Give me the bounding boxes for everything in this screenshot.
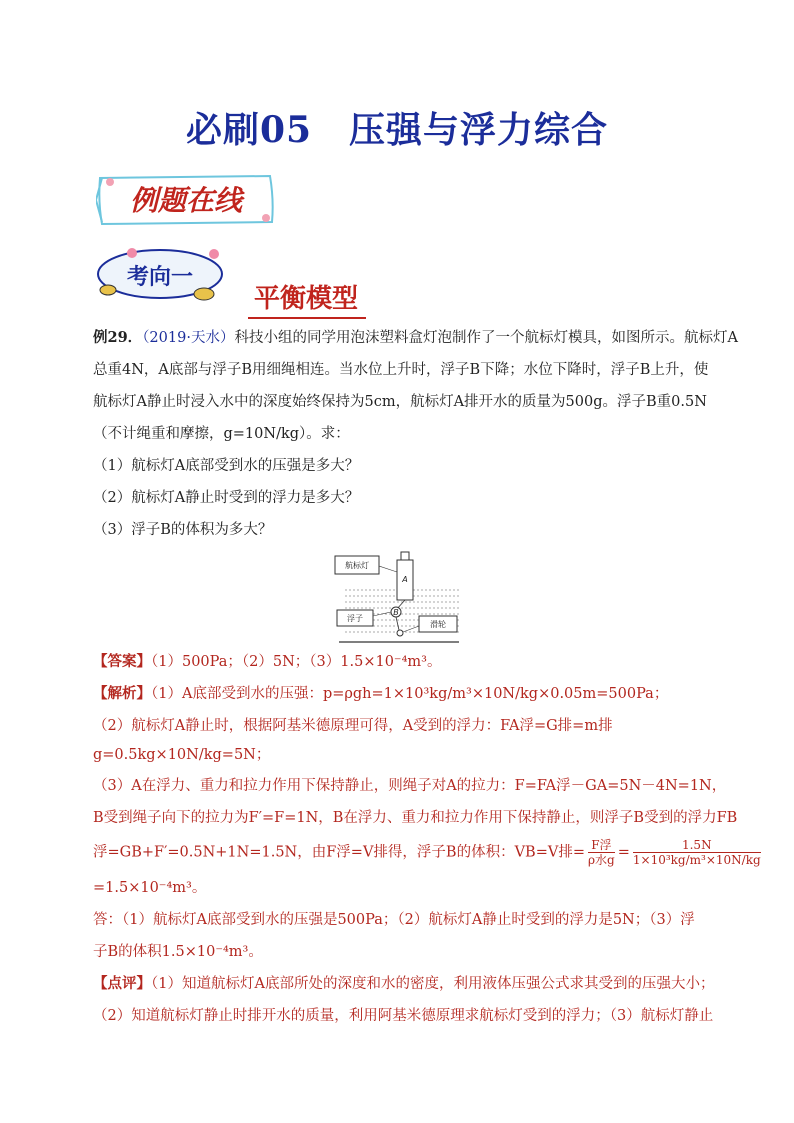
question-part-3: （3）浮子B的体积为多大？ [93, 522, 273, 538]
question-source: （2019·天水） [142, 330, 235, 346]
analysis-line-7: =1.5×10⁻⁴m³。 [93, 880, 207, 896]
analysis-line-3: g=0.5kg×10N/kg=5N； [93, 747, 271, 763]
question-part-1: （1）航标灯A底部受到水的压强是多大？ [93, 458, 360, 474]
svg-text:浮子: 浮子 [347, 614, 363, 623]
analysis-line-1: 【解析】（1）A底部受到水的压强：p=ρgh=1×10³kg/m³×10N/kg×0.05m=500Pa； [93, 685, 669, 702]
analysis-line-5: B受到绳子向下的拉力为F′=F=1N，B在浮力、重力和拉力作用下保持静止，则浮子B受到的浮力FB [93, 810, 738, 826]
svg-text:航标灯: 航标灯 [345, 561, 369, 570]
analysis-line-6: 浮=GB+F′=0.5N+1N=1.5N，由F浮=V排得，浮子B的体积：VB=V排= $\frac{\text{F浮}}{\text{ρ水g}}$ = $\frac{1.5N}{\text{1×10³kg/m³×10N/kg}}$ [93, 838, 761, 867]
banner-example-online [96, 172, 276, 228]
question-number: 例29． [93, 329, 143, 346]
pulley [397, 630, 403, 636]
final-answer-line-1: 答：（1）航标灯A底部受到水的压强是500Pa；（2）航标灯A静止时受到的浮力是5N；（3）浮 [93, 912, 695, 928]
final-answer-line-2: 子B的体积1.5×10⁻⁴m³。 [93, 944, 263, 960]
analysis-line-4: （3）A在浮力、重力和拉力作用下保持静止，则绳子对A的拉力：F=FA浮－GA=5N－4N=1N， [93, 778, 727, 794]
comment-line-1: 【点评】（1）知道航标灯A底部所处的深度和水的密度，利用液体压强公式求其受到的压强大小； [93, 975, 715, 992]
answer-line [93, 652, 713, 672]
page-title: 必刷05 压强与浮力综合 [185, 109, 609, 151]
question-line-1 [93, 328, 738, 348]
question-line-3: 航标灯A静止时浸入水中的深度始终保持为5cm，航标灯A排开水的质量为500g。浮子B重0.5N [93, 394, 707, 410]
answer-text: （1）500Pa；（2）5N；（3）1.5×10⁻⁴m³。 [151, 654, 442, 670]
kaoxiang-badge [92, 244, 228, 306]
comment-line-2: （2）知道航标灯静止时排开水的质量，利用阿基米德原理求航标灯受到的浮力；（3）航标灯静止 [93, 1008, 714, 1024]
question-part-2: （2）航标灯A静止时受到的浮力是多大？ [93, 490, 360, 506]
fraction-values: $\frac{1.5N}{\text{1×10³kg/m³×10N/kg}}$ [632, 838, 761, 867]
banner-text: 例题在线 [129, 184, 243, 217]
question-line-2: 总重4N，A底部与浮子B用细绳相连。当水位上升时，浮子B下降；水位下降时，浮子B上升，使 [93, 362, 709, 378]
analysis-tag: 【解析】 [93, 685, 151, 702]
buoy-diagram [333, 546, 461, 646]
comment-tag: 【点评】 [93, 975, 151, 992]
fraction-formula: $\frac{\text{F浮}}{\text{ρ水g}}$ [587, 838, 615, 867]
section-title: 平衡模型 [248, 278, 366, 319]
analysis-line-2: （2）航标灯A静止时，根据阿基米德原理可得，A受到的浮力：FA浮=G排=m排 [93, 718, 613, 734]
answer-tag: 【答案】 [93, 653, 151, 670]
kaoxiang-label: 考向一 [126, 264, 193, 290]
svg-text:B: B [393, 608, 399, 617]
question-line-4: （不计绳重和摩擦，g=10N/kg）。求： [93, 426, 350, 442]
svg-text:滑轮: 滑轮 [430, 620, 446, 629]
svg-text:A: A [402, 575, 408, 584]
question-text: 科技小组的同学用泡沫塑料盒灯泡制作了一个航标灯模具，如图所示。航标灯A [234, 330, 738, 346]
